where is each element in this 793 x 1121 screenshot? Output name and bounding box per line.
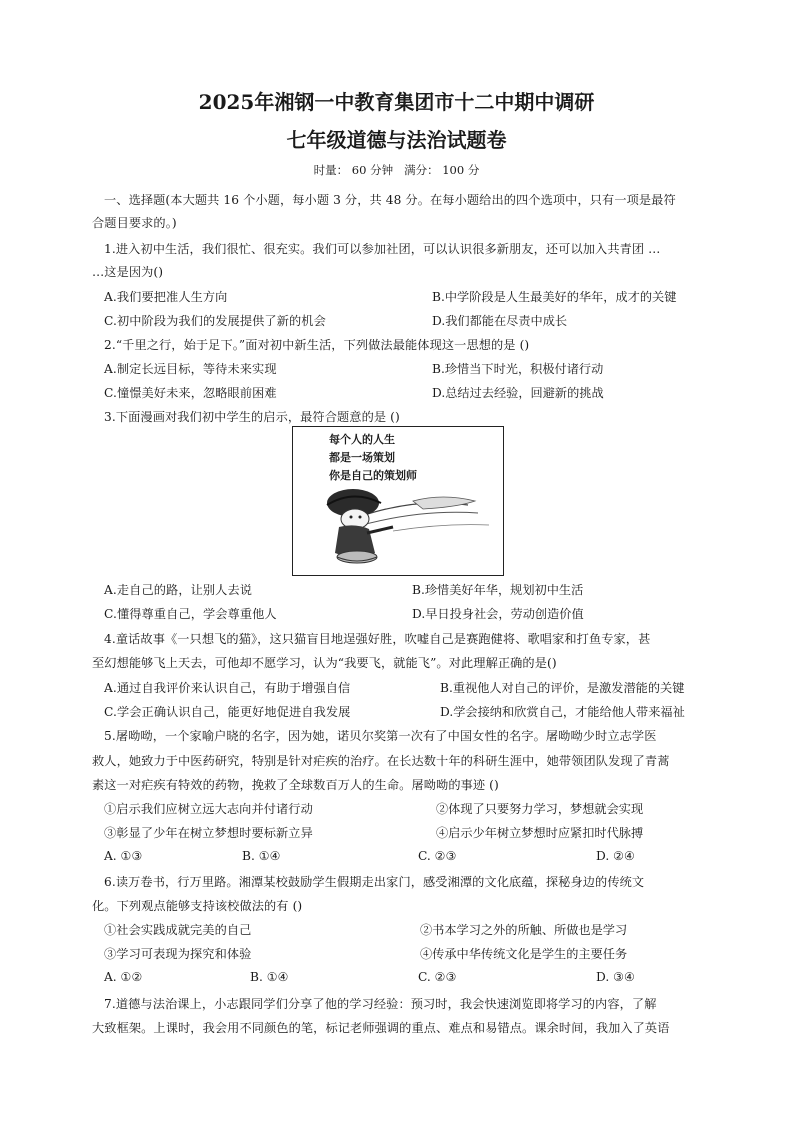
comic-caption-line-3: 你是自己的策划师 xyxy=(329,469,417,482)
question-5-statement-4: ④启示少年树立梦想时应紧扣时代脉搏 xyxy=(436,826,644,840)
question-3-option-d: D.早日投身社会，劳动创造价值 xyxy=(412,607,584,621)
question-3-option-b: B.珍惜美好年华，规划初中生活 xyxy=(412,583,584,597)
exam-subtitle: 七年级道德与法治试题卷 xyxy=(286,128,507,152)
comic-caption-line-1: 每个人的人生 xyxy=(329,433,395,446)
question-5-stem: 5.屠呦呦，一个家喻户晓的名字，因为她，诺贝尔奖第一次有了中国女性的名字。屠呦呦少时立志学医 xyxy=(104,729,657,743)
question-2-option-b: B.珍惜当下时光，积极付诸行动 xyxy=(432,362,604,376)
question-5-stem-cont-2: 素这一对疟疾有特效的药物，挽救了全球数百万人的生命。屠呦呦的事迹 () xyxy=(92,778,499,792)
question-4-stem: 4.童话故事《一只想飞的猫》，这只猫盲目地逞强好胜，吹嘘自己是赛跑健将、歌唱家和打鱼专家，甚 xyxy=(104,632,651,646)
question-7-stem-cont: 大致框架。上课时，我会用不同颜色的笔，标记老师强调的重点、难点和易错点。课余时间，我加入了英语 xyxy=(92,1021,670,1035)
question-2-option-d: D.总结过去经验，回避新的挑战 xyxy=(432,386,604,400)
question-6-statement-2: ②书本学习之外的所触、所做也是学习 xyxy=(420,923,628,937)
question-4-option-b: B.重视他人对自己的评价，是激发潜能的关键 xyxy=(440,681,685,695)
question-1-option-b: B.中学阶段是人生最美好的华年，成才的关键 xyxy=(432,290,677,304)
question-5-statement-3: ③彰显了少年在树立梦想时要标新立异 xyxy=(104,826,313,840)
question-5-option-d: D. ②④ xyxy=(596,849,635,863)
question-5-statement-2: ②体现了只要努力学习，梦想就会实现 xyxy=(436,802,644,816)
question-4-option-d: D.学会接纳和欣赏自己，才能给他人带来福祉 xyxy=(440,705,685,719)
question-3-option-a: A.走自己的路，让别人去说 xyxy=(104,583,253,597)
question-1-stem: 1.进入初中生活，我们很忙、很充实。我们可以参加社团，可以认识很多新朋友，还可以加入共青团 … xyxy=(104,242,661,256)
question-4-stem-cont: 至幻想能够飞上天去，可他却不愿学习，认为“我要飞，就能飞”。对此理解正确的是() xyxy=(92,656,557,670)
question-5-stem-cont-1: 救人，她致力于中医药研究，特别是针对疟疾的治疗。在长达数十年的科研生涯中，她带领团队发现了青蒿 xyxy=(92,754,670,768)
question-1-option-c: C.初中阶段为我们的发展提供了新的机会 xyxy=(104,314,326,328)
question-6-statement-4: ④传承中华传统文化是学生的主要任务 xyxy=(420,947,628,961)
question-4-option-a: A.通过自我评价来认识自己，有助于增强自信 xyxy=(104,681,351,695)
comic-caption-line-2: 都是一场策划 xyxy=(329,451,395,464)
question-3-stem: 3.下面漫画对我们初中学生的启示，最符合题意的是 () xyxy=(104,410,400,424)
question-6-stem: 6.读万卷书，行万里路。湘潭某校鼓励学生假期走出家门，感受湘潭的文化底蕴，探秘身边的传统文 xyxy=(104,875,645,889)
question-6-option-b: B. ①④ xyxy=(250,970,289,984)
question-7-stem: 7.道德与法治课上，小志跟同学们分享了他的学习经验：预习时，我会快速浏览即将学习的内容，了解 xyxy=(104,997,657,1011)
question-1-option-a: A.我们要把准人生方向 xyxy=(104,290,228,304)
exam-meta: 时量： 60 分钟 满分： 100 分 xyxy=(313,163,480,177)
question-5-option-b: B. ①④ xyxy=(242,849,281,863)
question-3-comic xyxy=(292,426,504,576)
section-heading: 一、选择题(本大题共 16 个小题，每小题 3 分，共 48 分。在每小题给出的四个选项中，只有一项是最符 xyxy=(104,193,676,207)
comic-illustration xyxy=(293,427,503,575)
question-1-option-d: D.我们都能在尽责中成长 xyxy=(432,314,568,328)
question-5-statement-1: ①启示我们应树立远大志向并付诸行动 xyxy=(104,802,313,816)
question-3-option-c: C.懂得尊重自己，学会尊重他人 xyxy=(104,607,277,621)
question-4-option-c: C.学会正确认识自己，能更好地促进自我发展 xyxy=(104,705,351,719)
question-2-option-c: C.憧憬美好未来，忽略眼前困难 xyxy=(104,386,277,400)
question-6-option-a: A. ①② xyxy=(104,970,143,984)
question-6-stem-cont: 化。下列观点能够支持该校做法的有 () xyxy=(92,899,303,913)
question-5-option-a: A. ①③ xyxy=(104,849,143,863)
question-6-option-d: D. ③④ xyxy=(596,970,635,984)
question-1-stem-cont: …这是因为() xyxy=(92,265,164,279)
question-2-option-a: A.制定长远目标，等待未来实现 xyxy=(104,362,277,376)
question-6-statement-3: ③学习可表现为探究和体验 xyxy=(104,947,252,961)
exam-title: 2025年湘钢一中教育集团市十二中期中调研 xyxy=(198,90,595,114)
question-6-statement-1: ①社会实践成就完美的自己 xyxy=(104,923,252,937)
section-heading-cont: 合题目要求的。) xyxy=(92,216,177,230)
question-5-option-c: C. ②③ xyxy=(418,849,457,863)
question-2-stem: 2.“千里之行，始于足下。”面对初中新生活，下列做法最能体现这一思想的是 () xyxy=(104,338,530,352)
question-6-option-c: C. ②③ xyxy=(418,970,457,984)
